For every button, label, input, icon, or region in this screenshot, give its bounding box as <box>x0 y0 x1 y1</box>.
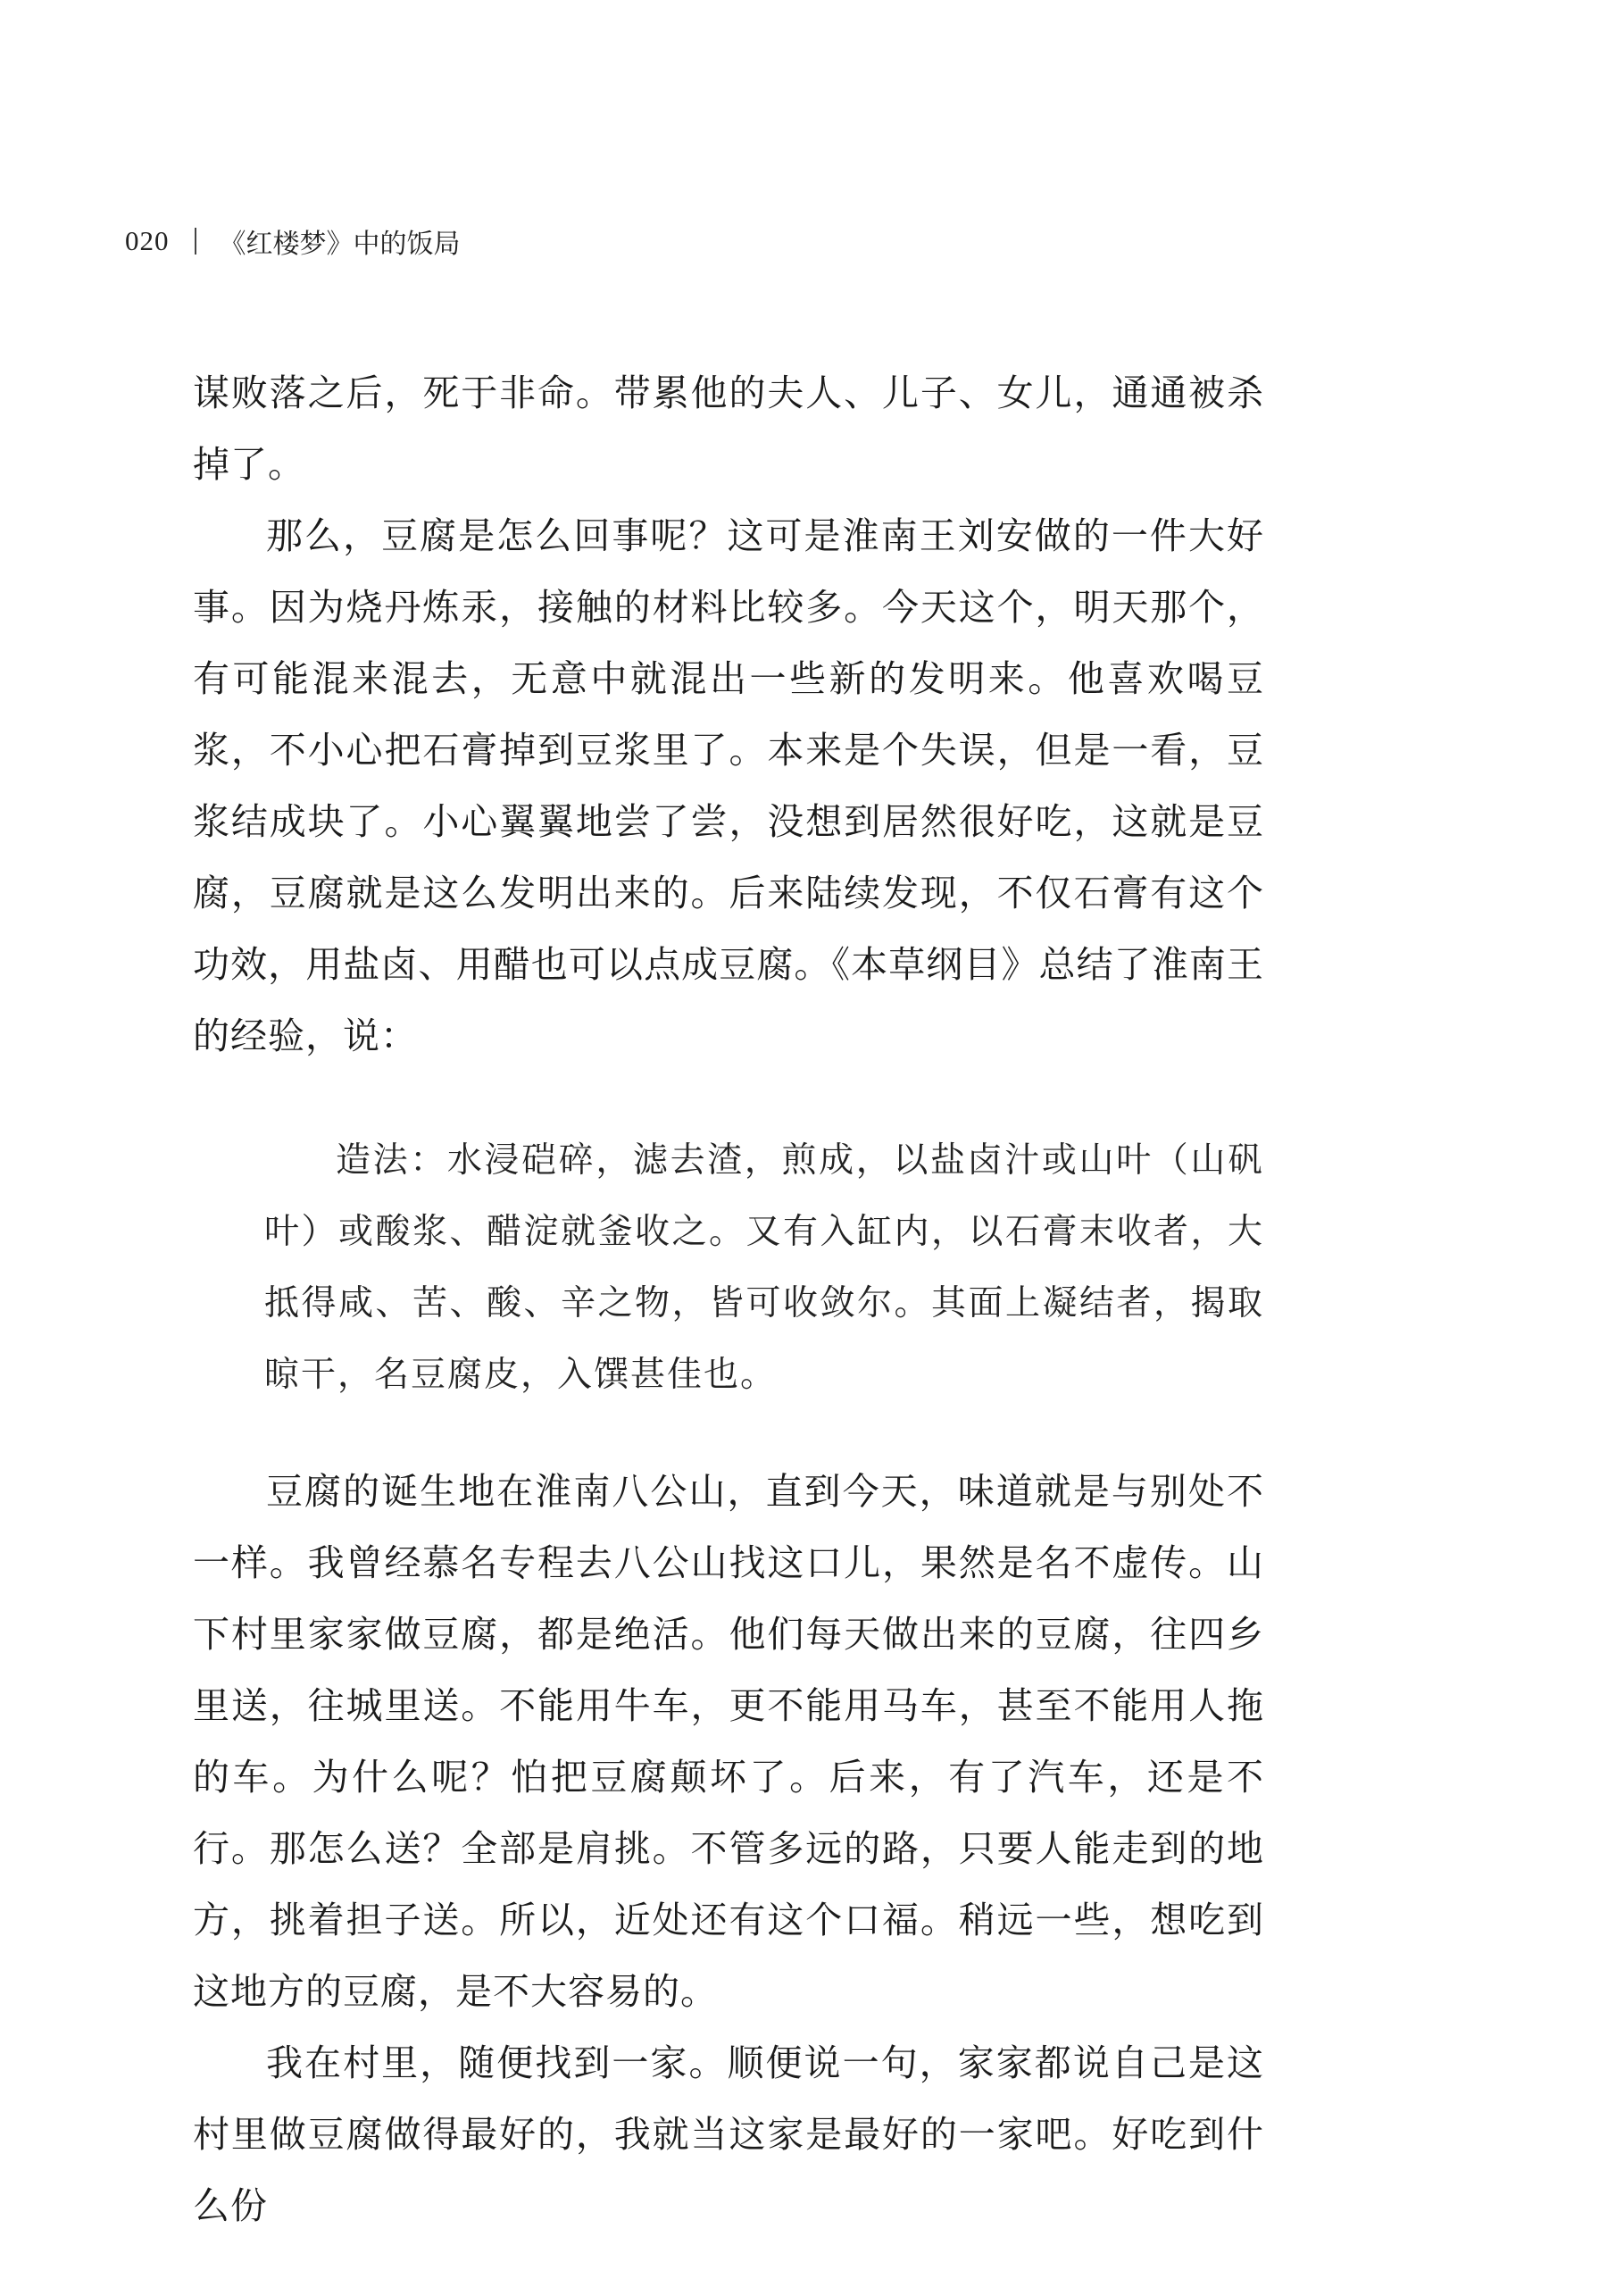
paragraph-tofu-origin: 那么，豆腐是怎么回事呢？这可是淮南王刘安做的一件大好事。因为烧丹炼汞，接触的材料比较多。今天这个，明天那个，有可能混来混去，无意中就混出一些新的发明来。他喜欢喝豆浆，不小心把石膏掉到豆浆里了。本来是个失误，但是一看，豆浆结成块了。小心翼翼地尝了尝，没想到居然很好吃，这就是豆腐，豆腐就是这么发明出来的。后来陆续发现，不仅石膏有这个功效，用盐卤、用醋也可以点成豆腐。《本草纲目》总结了淮南王的经验，说： <box>193 514 1264 1057</box>
paragraph-continued: 谋败落之后，死于非命。带累他的夫人、儿子、女儿，通通被杀掉了。 <box>193 371 1264 486</box>
block-quote-bencao-gangmu: 造法：水浸硙碎，滤去渣，煎成，以盐卤汁或山叶（山矾叶）或酸浆、醋淀就釜收之。又有入缸内，以石膏末收者，大抵得咸、苦、酸、辛之物，皆可收敛尔。其面上凝结者，揭取晾干，名豆腐皮，入馔甚佳也。 <box>264 1140 1264 1395</box>
paragraph-village-visit: 我在村里，随便找到一家。顺便说一句，家家都说自己是这村里做豆腐做得最好的，我就当这家是最好的一家吧。好吃到什么份 <box>193 2041 1264 2227</box>
page-body <box>193 357 1264 2241</box>
header-divider <box>195 228 196 255</box>
page-number: 020 <box>125 225 170 256</box>
book-title: 《红楼梦》中的饭局 <box>219 229 461 260</box>
running-header <box>125 221 461 261</box>
paragraph-bagongshan: 豆腐的诞生地在淮南八公山，直到今天，味道就是与别处不一样。我曾经慕名专程去八公山找这口儿，果然是名不虚传。山下村里家家做豆腐，都是绝活。他们每天做出来的豆腐，往四乡里送，往城里送。不能用牛车，更不能用马车，甚至不能用人拖的车。为什么呢？怕把豆腐颠坏了。后来，有了汽车，还是不行。那怎么送？全部是肩挑。不管多远的路，只要人能走到的地方，挑着担子送。所以，近处还有这个口福。稍远一些，想吃到这地方的豆腐，是不大容易的。 <box>193 1470 1264 2013</box>
